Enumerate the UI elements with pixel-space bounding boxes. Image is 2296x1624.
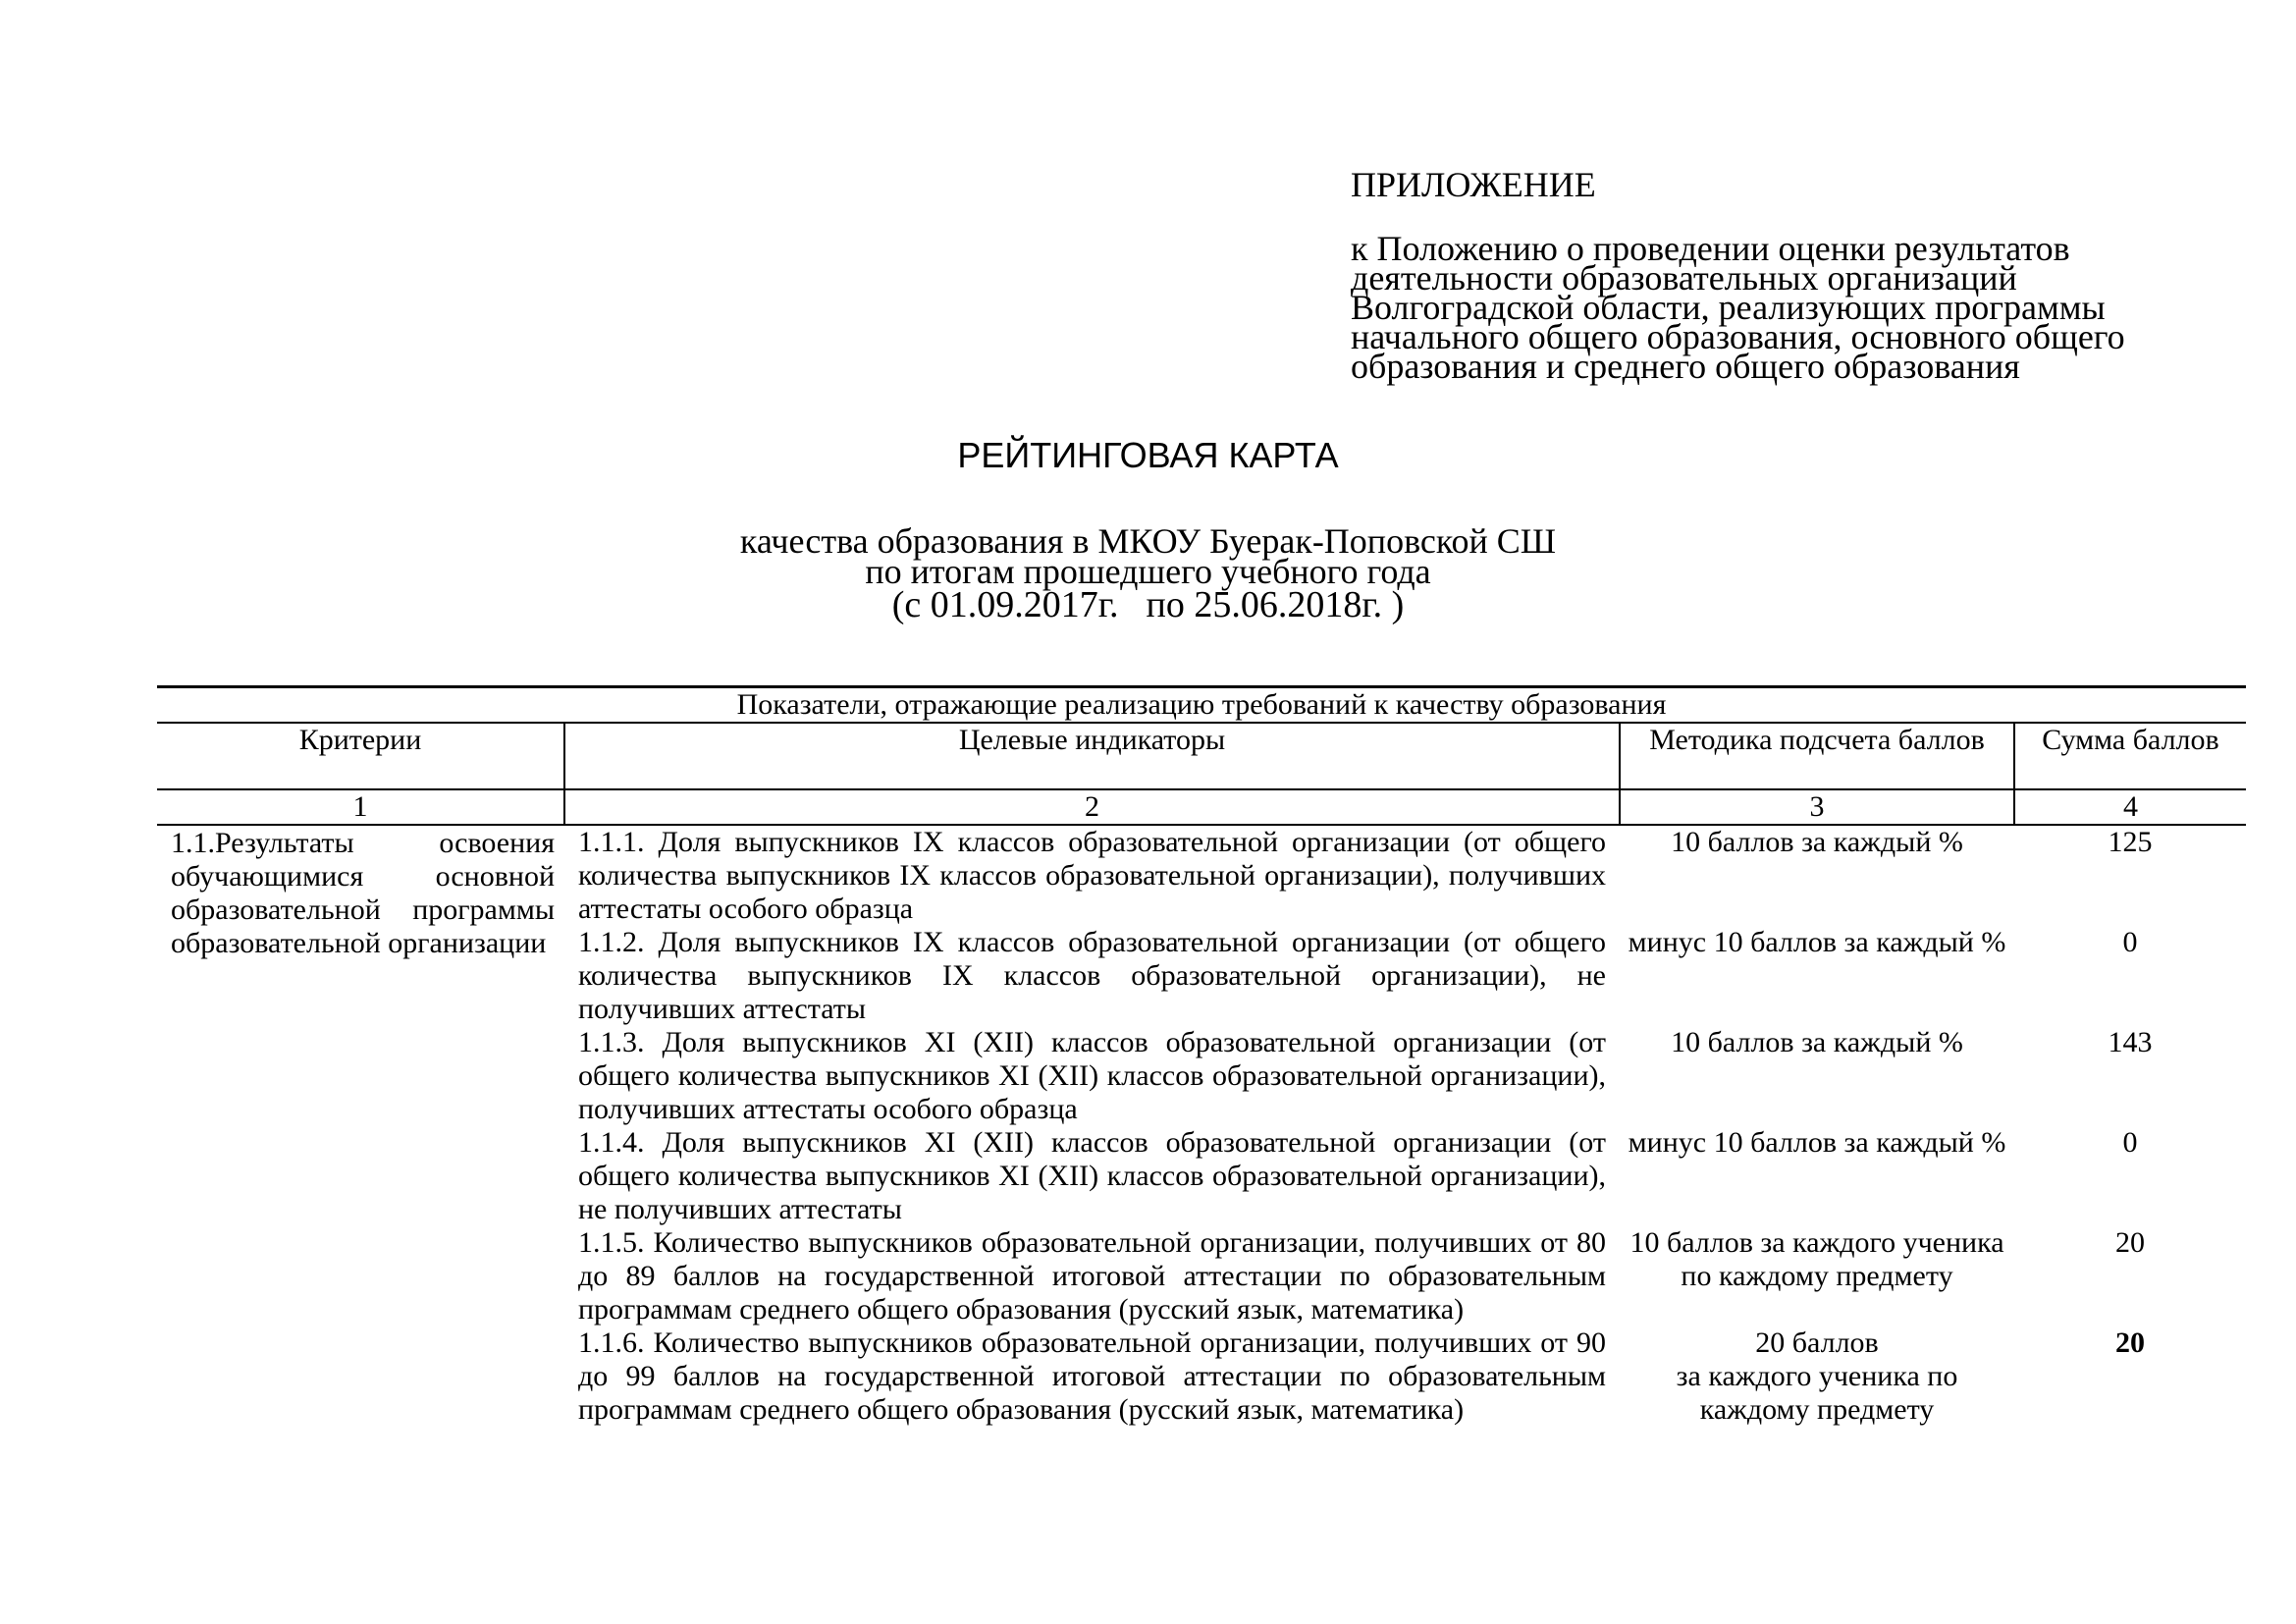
appendix-line: к Положению о проведении оценки результатов bbox=[1351, 229, 2070, 268]
appendix-line: деятельности образовательных организаций bbox=[1351, 258, 2017, 298]
rating-table bbox=[157, 685, 2246, 1427]
indicator-cell: 1.1.3. Доля выпускников XI (XII) классов образовательной организации (от общего количества выпускников XI (XII) классов образовательной организации), получивших аттестаты особого образца bbox=[578, 1026, 1606, 1125]
column-number: 1 bbox=[157, 789, 564, 825]
score-cell: 20 bbox=[2115, 1326, 2145, 1359]
subtitle-line: качества образования в МКОУ Буерак-Поповской СШ bbox=[739, 521, 1557, 561]
score-cell: 0 bbox=[2122, 1126, 2138, 1159]
method-cell: 10 баллов за каждого ученика по каждому предмету bbox=[1629, 1226, 2004, 1292]
table-row bbox=[157, 825, 2246, 926]
subtitle-line: по итогам прошедшего учебного года bbox=[865, 552, 1431, 591]
indicator-cell: 1.1.5. Количество выпускников образовательной организации, получивших от 80 до 89 баллов на государственной итоговой аттестации по образовательным программам среднего общего образования (русский язык, математика) bbox=[578, 1226, 1606, 1326]
period-to: по 25.06.2018г. ) bbox=[1146, 584, 1405, 625]
method-cell: минус 10 баллов за каждый % bbox=[1628, 1126, 2006, 1159]
column-number: 3 bbox=[1620, 789, 2014, 825]
table-caption: Показатели, отражающие реализацию требований к качеству образования bbox=[157, 687, 2246, 724]
score-cell: 20 bbox=[2115, 1226, 2145, 1259]
appendix-line: начального общего образования, основного общего bbox=[1351, 317, 2125, 356]
appendix-line: образования и среднего общего образования bbox=[1351, 347, 2020, 386]
column-number: 2 bbox=[564, 789, 1620, 825]
reporting-period bbox=[0, 584, 2296, 625]
appendix-line: Волгоградской области, реализующих программы bbox=[1351, 288, 2106, 327]
score-cell: 0 bbox=[2122, 926, 2138, 958]
method-cell: 10 баллов за каждый % bbox=[1671, 1026, 1963, 1058]
header-indicators: Целевые индикаторы bbox=[564, 723, 1620, 789]
period-from: (с 01.09.2017г. bbox=[891, 584, 1119, 625]
method-line: 20 баллов bbox=[1755, 1326, 1879, 1359]
method-cell: минус 10 баллов за каждый % bbox=[1628, 926, 2006, 958]
table-column-numbers-row bbox=[157, 789, 2246, 825]
score-cell: 143 bbox=[2108, 1026, 2153, 1058]
rating-card-title: РЕЙТИНГОВАЯ КАРТА bbox=[957, 435, 1339, 475]
indicator-cell: 1.1.6. Количество выпускников образовательной организации, получивших от 90 до 99 баллов на государственной итоговой аттестации по образовательным программам среднего общего образования (русский язык, математика) bbox=[578, 1326, 1606, 1426]
rating-card-subtitle bbox=[0, 521, 2296, 625]
table-caption-row bbox=[157, 687, 2246, 724]
table-header-row bbox=[157, 723, 2246, 789]
column-number: 4 bbox=[2014, 789, 2246, 825]
appendix-description bbox=[1351, 229, 2254, 386]
method-cell bbox=[1620, 1326, 2014, 1427]
indicator-cell: 1.1.4. Доля выпускников XI (XII) классов образовательной организации (от общего количества выпускников XI (XII) классов образовательной организации), не получивших аттестаты bbox=[578, 1126, 1606, 1225]
indicator-cell: 1.1.2. Доля выпускников IX классов образовательной организации (от общего количества выпускников IX классов образовательной организации), не получивших аттестаты bbox=[578, 926, 1606, 1025]
header-score: Сумма баллов bbox=[2014, 723, 2246, 789]
method-line: за каждого ученика по каждому предмету bbox=[1676, 1360, 1958, 1426]
header-method: Методика подсчета баллов bbox=[1620, 723, 2014, 789]
score-cell: 125 bbox=[2108, 826, 2153, 858]
appendix-title: ПРИЛОЖЕНИЕ bbox=[1351, 165, 1596, 204]
criterion-cell: 1.1.Результаты освоения обучающимися основной образовательной программы образовательной организации bbox=[171, 827, 555, 959]
method-cell: 10 баллов за каждый % bbox=[1671, 826, 1963, 858]
header-criteria: Критерии bbox=[157, 723, 564, 789]
indicator-cell: 1.1.1. Доля выпускников IX классов образовательной организации (от общего количества выпускников IX классов образовательной организации), получивших аттестаты особого образца bbox=[578, 826, 1606, 925]
